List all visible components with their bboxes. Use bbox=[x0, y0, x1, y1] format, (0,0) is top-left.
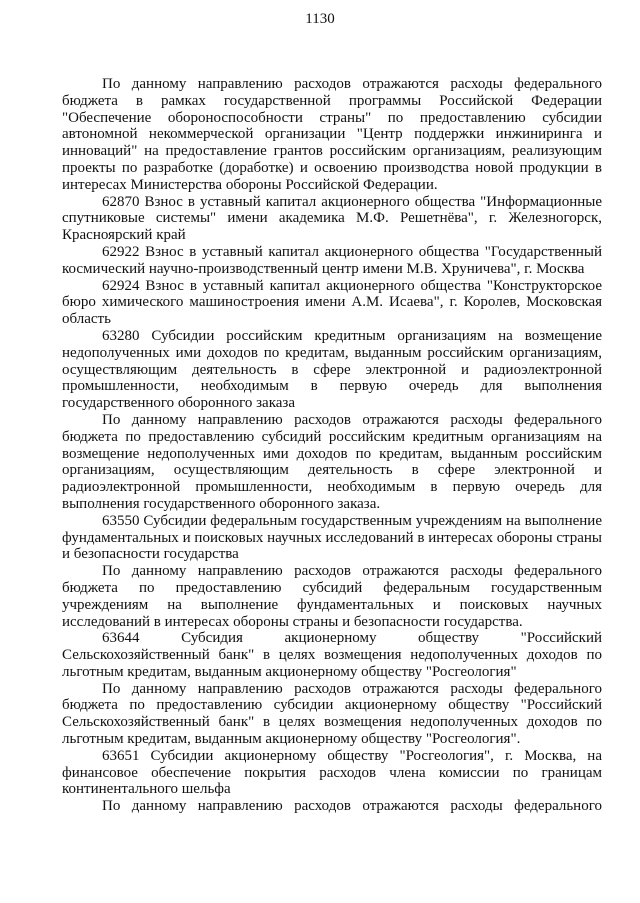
paragraph-62924: 62924 Взнос в уставный капитал акционерного общества "Конструкторское бюро химического машиностроения имени А.М. Исаева", г. Королев, Московская область bbox=[62, 277, 602, 328]
paragraph-63280-description: По данному направлению расходов отражаются расходы федерального бюджета по предоставлению субсидий российским кредитным организациям на возмещение недополученных ими доходов по кредитам, выданным российским организациям, осуществляющим деятельность в сфере электронной и радиоэлектронной промышленности, необходимым в первую очередь для выполнения государственного оборонного заказа. bbox=[62, 411, 602, 512]
document-body bbox=[62, 76, 602, 815]
paragraph-63651: 63651 Субсидии акционерному обществу "Росгеология", г. Москва, на финансовое обеспечение покрытия расходов члена комиссии по границам континентального шельфа bbox=[62, 747, 602, 798]
paragraph-63644: 63644 Субсидия акционерному обществу "Российский Сельскохозяйственный банк" в целях возмещения недополученных доходов по льготным кредитам, выданным акционерному обществу "Росгеология" bbox=[62, 630, 602, 680]
paragraph-63651-description: По данному направлению расходов отражаются расходы федерального bbox=[102, 798, 602, 815]
page-number: 1130 bbox=[305, 11, 335, 27]
paragraph-directions-intro: По данному направлению расходов отражаются расходы федерального бюджета в рамках государственной программы Российской Федерации "Обеспечение обороноспособности страны" по предоставлению субсидии автономной некоммерческой организации "Центр поддержки инжиниринга и инноваций" на предоставление грантов российским организациям, реализующим проекты по разработке (доработке) и освоению производства новой продукции в интересах Министерства обороны Российской Федерации. bbox=[62, 76, 602, 193]
paragraph-62870: 62870 Взнос в уставный капитал акционерного общества "Информационные спутниковые системы" имени академика М.Ф. Решетнёва", г. Железногорск, Красноярский край bbox=[62, 193, 602, 244]
paragraph-63644-description: По данному направлению расходов отражаются расходы федерального бюджета по предоставлению субсидии акционерному обществу "Российский Сельскохозяйственный банк" в целях возмещения недополученных доходов по льготным кредитам, выданным акционерному обществу "Росгеология". bbox=[62, 680, 602, 748]
paragraph-63550-description: По данному направлению расходов отражаются расходы федерального бюджета по предоставлению субсидий федеральным государственным учреждениям на выполнение фундаментальных и поисковых научных исследований в интересах обороны страны и безопасности государства. bbox=[62, 563, 602, 630]
paragraph-62922: 62922 Взнос в уставный капитал акционерного общества "Государственный космический научно-производственный центр имени М.В. Хруничева", г. Москва bbox=[62, 243, 602, 277]
paragraph-63280: 63280 Субсидии российским кредитным организациям на возмещение недополученных ими доходов по кредитам, выданным российским организациям, осуществляющим деятельность в сфере электронной и радиоэлектронной промышленности, необходимым в первую очередь для выполнения государственного оборонного заказа bbox=[62, 327, 602, 412]
paragraph-63550: 63550 Субсидии федеральным государственным учреждениям на выполнение фундаментальных и поисковых научных исследований в интересах обороны страны и безопасности государства bbox=[62, 512, 602, 563]
